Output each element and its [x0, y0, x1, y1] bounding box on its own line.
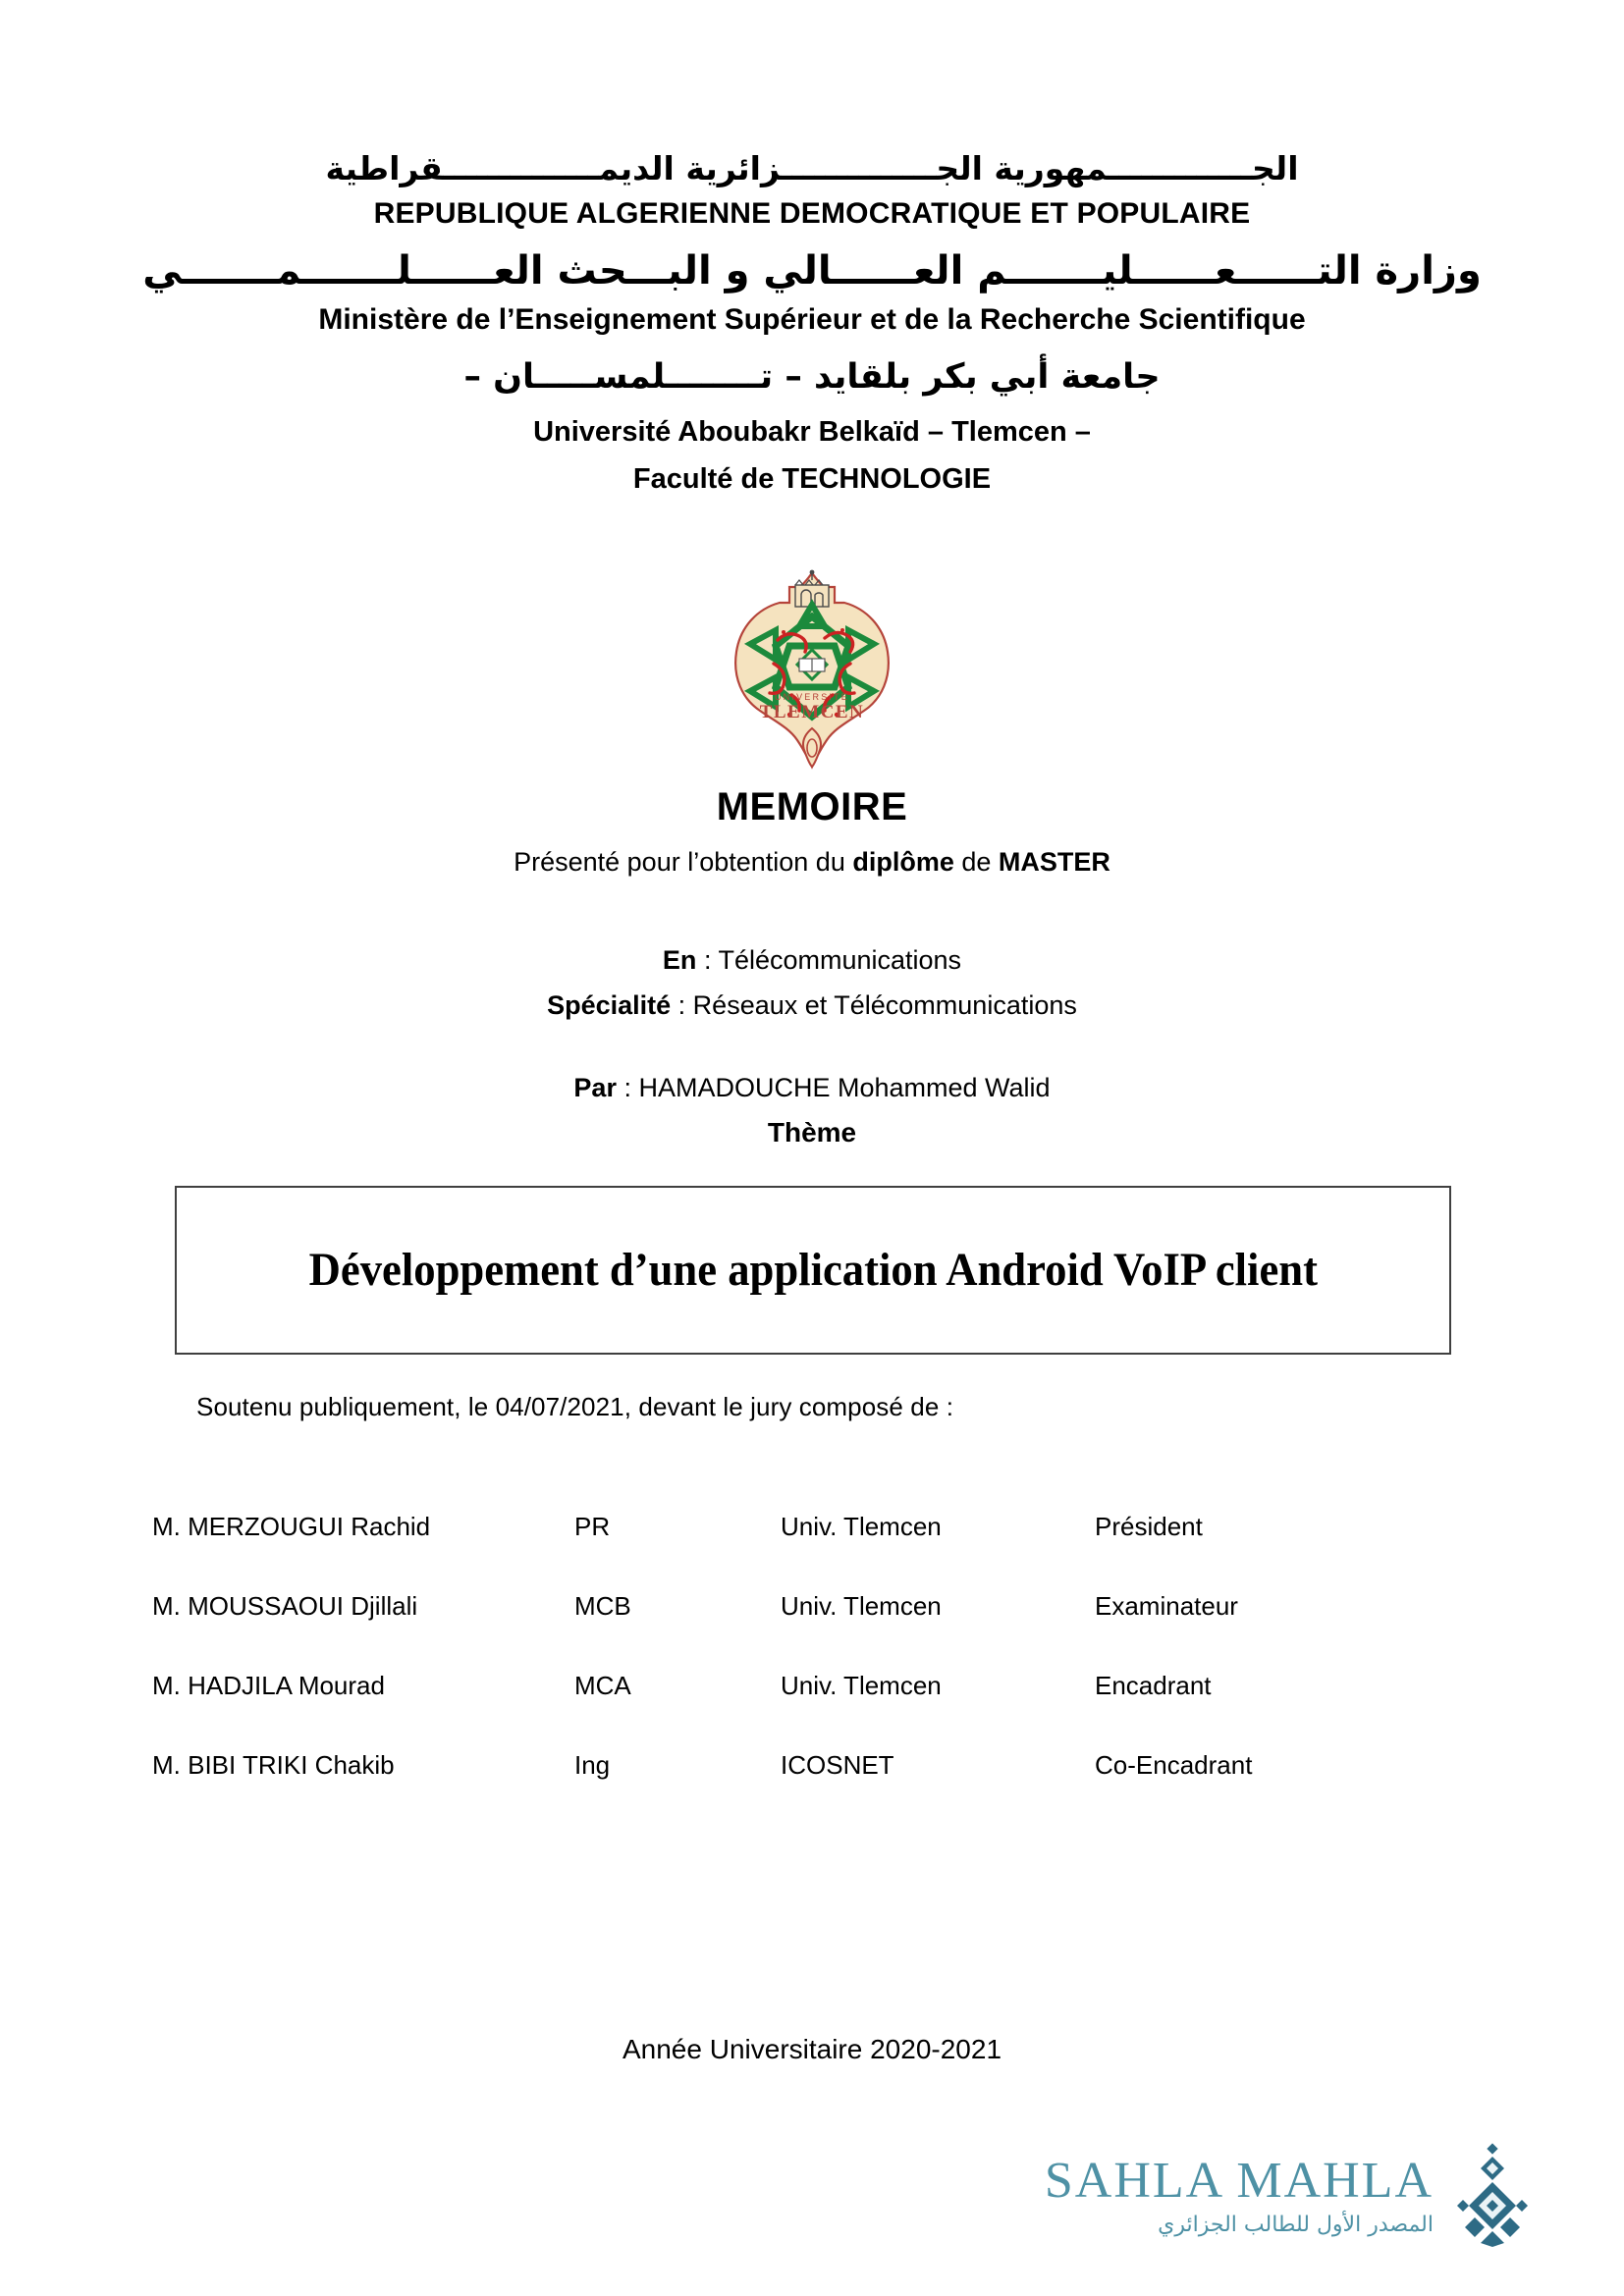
- table-row: [152, 1671, 1311, 1750]
- table-row: [152, 1750, 1311, 1830]
- university-logo: [0, 569, 1624, 775]
- thesis-title-box: [175, 1186, 1451, 1355]
- jury-member-name: M. BIBI TRIKI Chakib: [152, 1750, 395, 1780]
- jury-member-role: Co-Encadrant: [1095, 1750, 1253, 1780]
- author-line: [0, 1065, 1624, 1110]
- logo-caption-bottom: TLEMCEN: [759, 702, 865, 722]
- theme-label: Thème: [767, 1117, 857, 1148]
- french-republic-line: REPUBLIQUE ALGERIENNE DEMOCRATIQUE ET POPULAIRE: [373, 197, 1251, 230]
- table-row: [152, 1512, 1311, 1591]
- jury-member-grade: Ing: [574, 1750, 611, 1780]
- domain-line: [0, 937, 1624, 983]
- watermark-text-block: [1044, 2153, 1434, 2237]
- jury-member-name: M. MOUSSAOUI Djillali: [152, 1591, 418, 1621]
- author-label: Par: [573, 1073, 617, 1102]
- sahla-mahla-watermark: [1045, 2143, 1538, 2249]
- author-section: [0, 1065, 1624, 1155]
- university-tlemcen-emblem-icon: [719, 569, 905, 771]
- arabic-republic-line: الجـــــــــــــمهورية الجــــــــــــــزائرية الديمــــــــــــــقراطية: [325, 149, 1299, 187]
- memoire-subtitle-diplome: diplôme: [852, 847, 954, 877]
- jury-member-institution: Univ. Tlemcen: [781, 1591, 942, 1621]
- jury-member-institution: ICOSNET: [781, 1750, 894, 1780]
- jury-table-body: [152, 1512, 1311, 1830]
- institution-header: [0, 147, 1624, 503]
- sahla-mahla-ornament-icon: [1447, 2143, 1538, 2249]
- faculty-line: Faculté de TECHNOLOGIE: [632, 463, 992, 495]
- jury-member-role: Examinateur: [1095, 1591, 1238, 1621]
- watermark-tagline: المصدر الأول للطالب الجزائري: [1158, 2213, 1434, 2237]
- memoire-subtitle: [0, 847, 1624, 878]
- jury-member-grade: MCB: [574, 1591, 631, 1621]
- specialty-line: [0, 983, 1624, 1028]
- memoire-subtitle-master: MASTER: [998, 847, 1110, 877]
- logo-caption-top: UNIVERSITE: [774, 692, 850, 702]
- jury-member-grade: PR: [574, 1512, 611, 1541]
- academic-year: Année Universitaire 2020-2021: [622, 2034, 1002, 2064]
- jury-table: [152, 1512, 1311, 1830]
- arabic-ministry-line: وزارة التــــــعــــــليـــــــم العــــــالي و البـــحث العــــــلـــــــمـــــــي: [142, 248, 1482, 294]
- defense-statement: Soutenu publiquement, le 04/07/2021, devant le jury composé de :: [196, 1392, 954, 1421]
- watermark-brand-name: SAHLA MAHLA: [1044, 2153, 1434, 2209]
- specialty-label: Spécialité: [547, 990, 672, 1020]
- memoire-heading: MEMOIRE: [716, 785, 908, 828]
- memoire-subtitle-middle: de: [953, 847, 999, 877]
- jury-member-institution: Univ. Tlemcen: [781, 1512, 942, 1541]
- jury-member-institution: Univ. Tlemcen: [781, 1671, 942, 1700]
- jury-member-role: Président: [1095, 1512, 1203, 1541]
- domain-value: : Télécommunications: [696, 945, 962, 975]
- thesis-title: Développement d’une application Android VoIP client: [308, 1244, 1318, 1296]
- french-university-line: Université Aboubakr Belkaïd – Tlemcen –: [533, 416, 1091, 448]
- field-section: [0, 937, 1624, 1028]
- author-value: : HAMADOUCHE Mohammed Walid: [616, 1073, 1051, 1102]
- jury-member-name: M. MERZOUGUI Rachid: [152, 1512, 431, 1541]
- french-ministry-line: Ministère de l’Enseignement Supérieur et de la Recherche Scientifique: [318, 303, 1306, 336]
- jury-member-name: M. HADJILA Mourad: [152, 1671, 385, 1700]
- domain-label: En: [662, 945, 697, 975]
- table-row: [152, 1591, 1311, 1671]
- arabic-university-line: جامعة أبي بكر بلقايد – تــــــــلمســـــان –: [463, 357, 1161, 397]
- memoire-subtitle-prefix: Présenté pour l’obtention du: [514, 847, 853, 877]
- memoire-section: [0, 785, 1624, 878]
- jury-member-role: Encadrant: [1095, 1671, 1212, 1700]
- jury-member-grade: MCA: [574, 1671, 631, 1700]
- specialty-value: : Réseaux et Télécommunications: [671, 990, 1077, 1020]
